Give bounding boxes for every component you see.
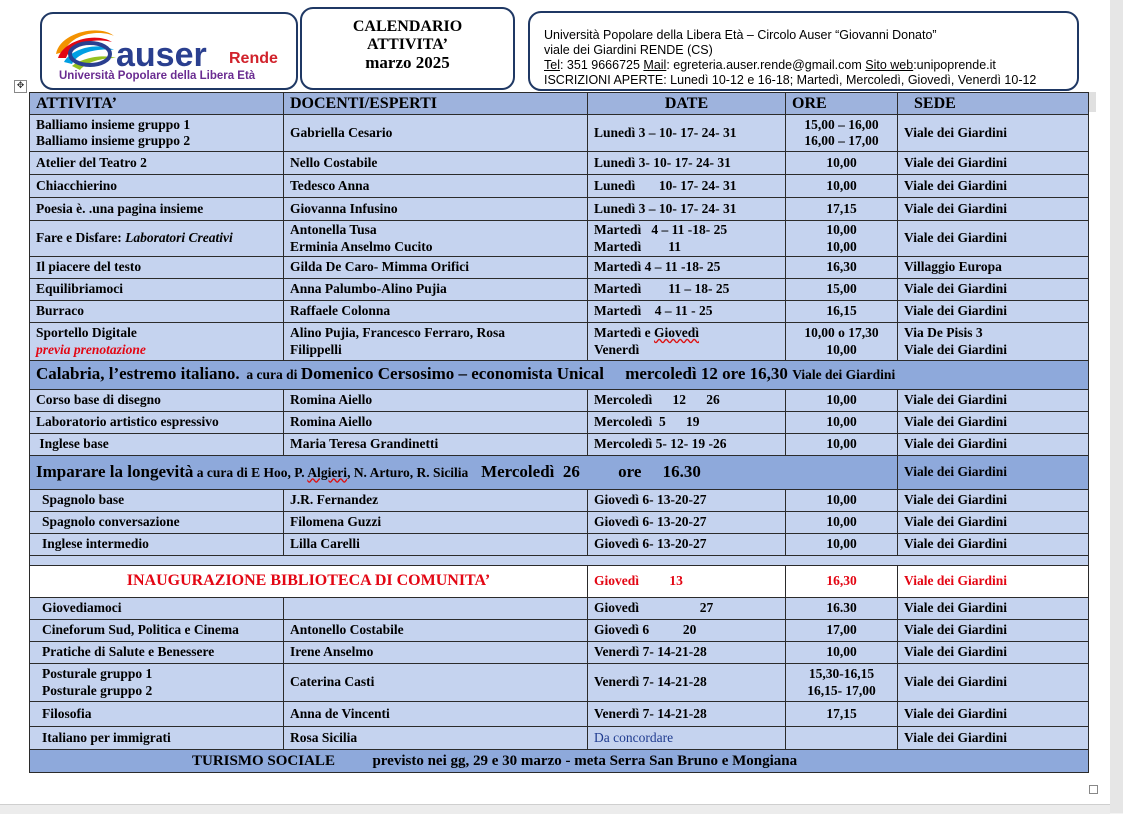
event-band-longevita — [30, 456, 1089, 490]
table-row — [30, 323, 1089, 361]
activity-venue: Viale dei Giardini — [898, 490, 1089, 512]
title-line-1: CALENDARIO — [352, 18, 463, 35]
table-resize-handle-icon[interactable] — [1089, 785, 1098, 794]
table-row — [30, 152, 1089, 175]
activity-dates: Giovedì 6- 13-20-27 — [588, 512, 786, 534]
activity-venue: Viale dei Giardini — [898, 390, 1089, 412]
table-row — [30, 279, 1089, 301]
title-month: marzo 2025 — [365, 53, 450, 72]
activity-dates: Martedì 4 – 11 - 25 — [588, 301, 786, 323]
teacher-name: Romina Aiello — [284, 412, 588, 434]
activity-hours: 17,15 — [786, 702, 898, 727]
table-row — [30, 390, 1089, 412]
activity-name: Spagnolo base — [30, 490, 284, 512]
activity-dates: Martedì 11 — [594, 238, 681, 254]
activity-hours: 10,00 — [786, 512, 898, 534]
logo-tagline: Università Popolare della Libera Età — [59, 70, 256, 82]
table-row — [30, 115, 1089, 152]
activity-name: Posturale gruppo 1 — [42, 666, 153, 681]
activity-name: Il piacere del testo — [30, 257, 284, 279]
spacer-row — [30, 556, 1089, 566]
activity-dates: Venerdì 7- 14-21-28 — [588, 702, 786, 727]
activity-hours: 10,00 — [786, 534, 898, 556]
activity-name: Sportello Digitale — [36, 325, 137, 340]
activity-dates: Lunedì 3- 10- 17- 24- 31 — [588, 152, 786, 175]
info-box — [528, 11, 1079, 91]
info-registration: ISCRIZIONI APERTE: Lunedì 10-12 e 16-18; Martedì, Mercoledì, Giovedì, Venerdì 10-12 — [544, 73, 1037, 87]
teacher-name: Lilla Carelli — [284, 534, 588, 556]
activity-hours: 10,00 — [786, 434, 898, 456]
table-row — [30, 221, 1089, 257]
teacher-name: Nello Costabile — [284, 152, 588, 175]
teacher-name: Filippelli — [290, 341, 342, 357]
table-row — [30, 175, 1089, 198]
auser-swoosh-logo — [50, 24, 120, 74]
activity-venue: Viale dei Giardini — [898, 412, 1089, 434]
activity-hours: 16,15- 17,00 — [807, 682, 876, 698]
teacher-name: Antonello Costabile — [284, 620, 588, 642]
table-row — [30, 642, 1089, 664]
activity-name: Balliamo insieme gruppo 2 — [36, 133, 191, 148]
activity-dates: Lunedì 3 – 10- 17- 24- 31 — [588, 198, 786, 221]
activity-hours: 10,00 — [826, 341, 857, 357]
activity-calendar-table — [29, 92, 1089, 773]
teacher-name: Alino Pujia, Francesco Ferraro, Rosa — [290, 325, 505, 340]
event-title: Calabria, l’estremo italiano. — [36, 364, 240, 384]
table-row — [30, 534, 1089, 556]
activity-dates: Mercoledì 5- 12- 19 -26 — [588, 434, 786, 456]
header-teachers: DOCENTI/ESPERTI — [284, 93, 588, 115]
activity-name: Atelier del Teatro 2 — [30, 152, 284, 175]
activity-name: Corso base di disegno — [30, 390, 284, 412]
activity-hours — [786, 727, 898, 750]
table-row — [30, 620, 1089, 642]
activity-dates: Giovedì 27 — [588, 598, 786, 620]
activity-venue: Viale dei Giardini — [898, 279, 1089, 301]
activity-name: Italiano per immigrati — [30, 727, 284, 750]
teacher-name: Irene Anselmo — [284, 642, 588, 664]
activity-venue: Viale dei Giardini — [898, 598, 1089, 620]
activity-venue: Viale dei Giardini — [898, 534, 1089, 556]
activity-venue: Viale dei Giardini — [898, 115, 1089, 152]
activity-hours: 15,00 — [786, 279, 898, 301]
event-venue: Viale dei Giardini — [792, 367, 896, 383]
activity-name: Fare e Disfare: — [36, 230, 126, 246]
event-title: Imparare la longevità — [36, 461, 194, 481]
event-band-calabria — [30, 361, 1089, 390]
table-row — [30, 257, 1089, 279]
activity-hours: 17,00 — [786, 620, 898, 642]
event-when: Mercoledì 26 ore 16.30 — [468, 461, 701, 481]
inauguration-title: INAUGURAZIONE BIBLIOTECA DI COMUNITA’ — [30, 566, 588, 598]
activity-venue: Viale dei Giardini — [898, 512, 1089, 534]
info-association: Università Popolare della Libera Età – Circolo Auser “Giovanni Donato” — [544, 28, 937, 42]
tourism-band — [30, 750, 1089, 773]
info-contacts — [544, 58, 1077, 73]
teacher-name: Tedesco Anna — [284, 175, 588, 198]
activity-venue: Viale dei Giardini — [898, 221, 1089, 257]
activity-hours: 17,15 — [786, 198, 898, 221]
teacher-name: Filomena Guzzi — [284, 512, 588, 534]
activity-hours: 16.30 — [786, 598, 898, 620]
activity-venue: Viale dei Giardini — [898, 152, 1089, 175]
activity-venue: Viale dei Giardini — [898, 664, 1089, 702]
activity-hours: 10,00 — [786, 490, 898, 512]
activity-name: Chiacchierino — [30, 175, 284, 198]
site-value[interactable]: :unipoprende.it — [913, 58, 996, 72]
teacher-name: Gilda De Caro- Mimma Orifici — [284, 257, 588, 279]
mail-label: Mail — [643, 58, 667, 72]
header-dates: DATE — [588, 93, 786, 115]
activity-name: Cineforum Sud, Politica e Cinema — [30, 620, 284, 642]
title-box — [300, 7, 515, 90]
activity-name: Equilibriamoci — [30, 279, 284, 301]
event-speaker-role: – economista Unical — [454, 364, 626, 384]
vertical-scrollbar[interactable] — [1110, 0, 1123, 813]
activity-name: Laboratorio artistico espressivo — [30, 412, 284, 434]
header-venue: SEDE — [898, 93, 1089, 115]
event-when: mercoledì 12 ore 16,30 — [625, 364, 793, 384]
activity-dates: Giovedì 6- 13-20-27 — [588, 534, 786, 556]
activity-dates: Lunedì 10- 17- 24- 31 — [588, 175, 786, 198]
activity-name-italic: Laboratori Creativi — [125, 230, 233, 246]
activity-venue: Viale dei Giardini — [898, 175, 1089, 198]
activity-hours: 16,30 — [786, 257, 898, 279]
activity-hours: 16,15 — [786, 301, 898, 323]
activity-dates: Martedì 4 – 11 -18- 25 — [588, 257, 786, 279]
table-row — [30, 664, 1089, 702]
event-curated: a cura di E Hoo, P. — [193, 464, 308, 480]
teacher-name: Romina Aiello — [284, 390, 588, 412]
teacher-name: Gabriella Cesario — [284, 115, 588, 152]
activity-dates: Giovedì 6- 13-20-27 — [588, 490, 786, 512]
tel-value: : 351 9666725 — [559, 58, 644, 72]
activity-venue: Viale dei Giardini — [898, 434, 1089, 456]
table-move-handle-icon[interactable]: ✥ — [14, 80, 27, 93]
activity-name: Pratiche di Salute e Benessere — [30, 642, 284, 664]
activity-hours: 10,00 — [786, 642, 898, 664]
header-hours: ORE — [786, 93, 898, 115]
activity-name: Balliamo insieme gruppo 1 — [36, 116, 191, 132]
event-speaker: Domenico Cersosimo — [300, 364, 455, 384]
inauguration-row — [30, 566, 1089, 598]
tel-label: Tel — [544, 58, 560, 72]
activity-hours: 15,30-16,15 — [808, 666, 875, 681]
teacher-name: Erminia Anselmo Cucito — [290, 238, 433, 254]
activity-dates: Venerdì 7- 14-21-28 — [588, 664, 786, 702]
inauguration-venue: Viale dei Giardini — [898, 566, 1089, 598]
activity-venue: Viale dei Giardini — [898, 727, 1089, 750]
activity-venue: Viale dei Giardini — [898, 620, 1089, 642]
activity-name: Filosofia — [30, 702, 284, 727]
event-curated: a cura di — [239, 367, 301, 383]
activity-hours: 10,00 — [786, 390, 898, 412]
event-curated: , N. Arturo, R. Sicilia — [347, 464, 469, 480]
activity-hours: 10,00 o 17,30 — [804, 325, 879, 340]
table-grip — [1088, 92, 1096, 112]
header-activity: ATTIVITA’ — [30, 93, 284, 115]
teacher-name: Antonella Tusa — [290, 222, 377, 237]
activity-dates: Venerdì 7- 14-21-28 — [588, 642, 786, 664]
activity-dates: Giovedì — [653, 325, 699, 340]
activity-dates: Lunedì 3 – 10- 17- 24- 31 — [588, 115, 786, 152]
activity-dates: Da concordare — [588, 727, 786, 750]
teacher-name: Anna Palumbo-Alino Pujia — [284, 279, 588, 301]
table-header-row — [30, 93, 1089, 115]
activity-venue: Via De Pisis 3 — [904, 325, 983, 340]
activity-hours: 15,00 – 16,00 — [804, 116, 879, 132]
activity-note: previa prenotazione — [36, 341, 146, 357]
table-row — [30, 727, 1089, 750]
activity-name: Inglese base — [30, 434, 284, 456]
teacher-name: Anna de Vincenti — [284, 702, 588, 727]
activity-dates: Martedì 11 – 18- 25 — [588, 279, 786, 301]
activity-name: Poesia è. .una pagina insieme — [30, 198, 284, 221]
activity-dates: Martedì 4 – 11 -18- 25 — [594, 222, 728, 237]
table-row — [30, 490, 1089, 512]
activity-name: Posturale gruppo 2 — [42, 682, 153, 698]
activity-hours: 10,00 — [786, 412, 898, 434]
activity-venue: Viale dei Giardini — [898, 301, 1089, 323]
teacher-name: J.R. Fernandez — [284, 490, 588, 512]
table-row — [30, 598, 1089, 620]
teacher-name: Maria Teresa Grandinetti — [284, 434, 588, 456]
activity-name: Giovediamoci — [30, 598, 284, 620]
activity-venue: Viale dei Giardini — [898, 642, 1089, 664]
table-row — [30, 434, 1089, 456]
table-row — [30, 702, 1089, 727]
tourism-text: previsto nei gg, 29 e 30 marzo - meta Serra San Bruno e Mongiana — [372, 752, 798, 769]
event-venue: Viale dei Giardini — [898, 456, 1089, 490]
teacher-name: Raffaele Colonna — [284, 301, 588, 323]
logo-city: Rende — [229, 50, 278, 67]
activity-dates: Martedì e — [594, 325, 654, 340]
teacher-name: Giovanna Infusino — [284, 198, 588, 221]
inauguration-hour: 16,30 — [786, 566, 898, 598]
tourism-title: TURISMO SOCIALE — [192, 752, 335, 769]
inauguration-date: Giovedì 13 — [588, 566, 786, 598]
activity-venue: Villaggio Europa — [898, 257, 1089, 279]
activity-venue: Viale dei Giardini — [904, 341, 1008, 357]
table-row — [30, 301, 1089, 323]
event-speaker: Algieri — [307, 464, 348, 480]
table-row — [30, 412, 1089, 434]
activity-hours: 10,00 — [826, 238, 857, 254]
activity-dates: Mercoledì 12 26 — [588, 390, 786, 412]
activity-hours: 10,00 — [786, 152, 898, 175]
logo-brand: auser — [116, 36, 207, 74]
activity-name: Spagnolo conversazione — [30, 512, 284, 534]
activity-hours: 10,00 — [786, 175, 898, 198]
activity-venue: Viale dei Giardini — [898, 198, 1089, 221]
title-line-2: ATTIVITA’ — [367, 36, 448, 53]
mail-value[interactable]: : egreteria.auser.rende@gmail.com — [666, 58, 866, 72]
table-row — [30, 198, 1089, 221]
activity-venue: Viale dei Giardini — [898, 702, 1089, 727]
site-label: Sito web — [865, 58, 914, 72]
activity-dates: Mercoledì 5 19 — [588, 412, 786, 434]
activity-name: Burraco — [30, 301, 284, 323]
info-address: viale dei Giardini RENDE (CS) — [544, 43, 713, 57]
activity-hours: 10,00 — [826, 222, 857, 237]
activity-hours: 16,00 – 17,00 — [804, 133, 879, 148]
teacher-name: Caterina Casti — [284, 664, 588, 702]
activity-dates: Giovedì 6 20 — [588, 620, 786, 642]
logo-box — [40, 12, 298, 90]
teacher-name: Rosa Sicilia — [284, 727, 588, 750]
teacher-name — [284, 598, 588, 620]
activity-dates: Venerdì — [594, 341, 640, 357]
activity-name: Inglese intermedio — [30, 534, 284, 556]
table-row — [30, 512, 1089, 534]
